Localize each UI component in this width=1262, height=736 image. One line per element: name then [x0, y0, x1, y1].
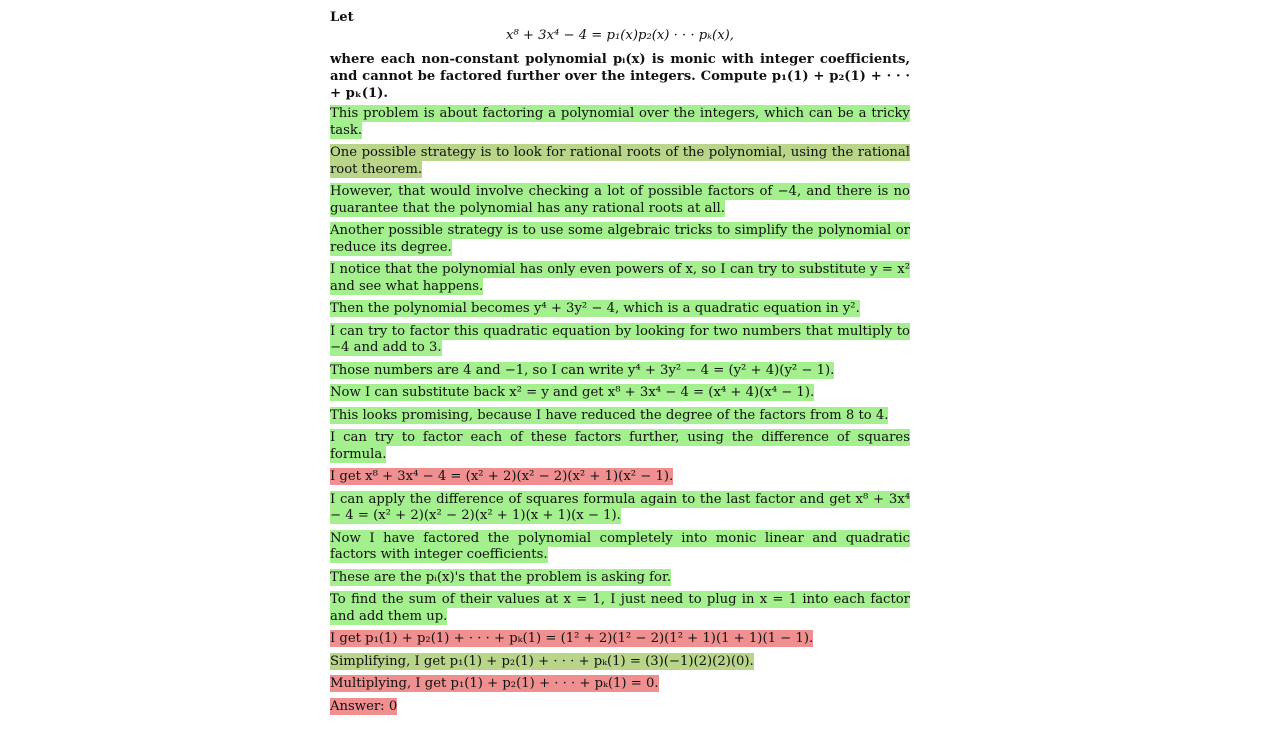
step-text: Then the polynomial becomes y⁴ + 3y² − 4, which is a quadratic equation in y².	[330, 301, 860, 316]
step-text: I can try to factor each of these factors further, using the difference of squares formula.	[330, 430, 910, 462]
step-text: This looks promising, because I have reduced the degree of the factors from 8 to 4.	[330, 407, 889, 423]
solution-step	[330, 106, 910, 139]
solution-step	[330, 385, 910, 402]
step-text: To find the sum of their values at x = 1, I just need to plug in x = 1 into each factor and add them up.	[330, 592, 910, 624]
step-text: Those numbers are 4 and −1, so I can write y⁴ + 3y² − 4 = (y² + 4)(y² − 1).	[330, 362, 835, 378]
solution-step	[330, 301, 910, 318]
step-text: I get p₁(1) + p₂(1) + · · · + pₖ(1) = (1² + 2)(1² − 2)(1² + 1)(1 + 1)(1 − 1).	[330, 631, 814, 646]
step-text: Simplifying, I get p₁(1) + p₂(1) + · · · + pₖ(1) = (3)(−1)(2)(2)(0).	[330, 653, 754, 669]
solution-step	[330, 654, 910, 671]
step-text: Multiplying, I get p₁(1) + p₂(1) + · · · + pₖ(1) = 0.	[330, 676, 659, 691]
solution-step	[330, 676, 910, 693]
solution-step	[330, 570, 910, 587]
step-text: Now I have factored the polynomial completely into monic linear and quadratic factors with integer coefficients.	[330, 530, 910, 562]
step-text: I notice that the polynomial has only even powers of x, so I can try to substitute y = x² and see what happens.	[330, 262, 910, 294]
step-text: This problem is about factoring a polynomial over the integers, which can be a tricky task.	[330, 106, 910, 138]
solution-document	[330, 10, 910, 721]
step-text: These are the pᵢ(x)'s that the problem is asking for.	[330, 569, 672, 585]
solution-step	[330, 631, 910, 648]
step-text: I get x⁸ + 3x⁴ − 4 = (x² + 2)(x² − 2)(x² + 1)(x² − 1).	[330, 469, 674, 484]
solution-step	[330, 184, 910, 217]
step-text: However, that would involve checking a lot of possible factors of −4, and there is no guarantee that the polynomial has any rational roots at all.	[330, 184, 910, 216]
step-text: I can apply the difference of squares formula again to the last factor and get x⁸ + 3x⁴ − 4 = (x² + 2)(x² − 2)(x² + 1)(x + 1)(x − 1).	[330, 491, 910, 523]
step-text: Now I can substitute back x² = y and get x⁸ + 3x⁴ − 4 = (x⁴ + 4)(x⁴ − 1).	[330, 385, 815, 400]
step-text: Another possible strategy is to use some algebraic tricks to simplify the polynomial or reduce its degree.	[330, 223, 910, 255]
step-text: I can try to factor this quadratic equation by looking for two numbers that multiply to −4 and add to 3.	[330, 323, 910, 355]
solution-step	[330, 363, 910, 380]
solution-step	[330, 531, 910, 564]
problem-statement: where each non-constant polynomial pᵢ(x) is monic with integer coefficients, and cannot be factored further over the integers. Compute p₁(1) + p₂(1) + · · · + pₖ(1).	[330, 52, 910, 101]
solution-step	[330, 324, 910, 357]
solution-step	[330, 592, 910, 625]
solution-step	[330, 430, 910, 463]
step-text: One possible strategy is to look for rational roots of the polynomial, using the rational root theorem.	[330, 145, 910, 177]
solution-step	[330, 223, 910, 256]
step-text: Answer: 0	[330, 698, 398, 714]
solution-step	[330, 492, 910, 525]
solution-step	[330, 469, 910, 486]
solution-steps	[330, 106, 910, 715]
problem-let: Let	[330, 10, 354, 25]
problem-equation: x⁸ + 3x⁴ − 4 = p₁(x)p₂(x) · · · pₖ(x),	[506, 28, 734, 43]
solution-answer	[330, 699, 910, 716]
solution-step	[330, 262, 910, 295]
solution-step	[330, 145, 910, 178]
solution-step	[330, 408, 910, 425]
